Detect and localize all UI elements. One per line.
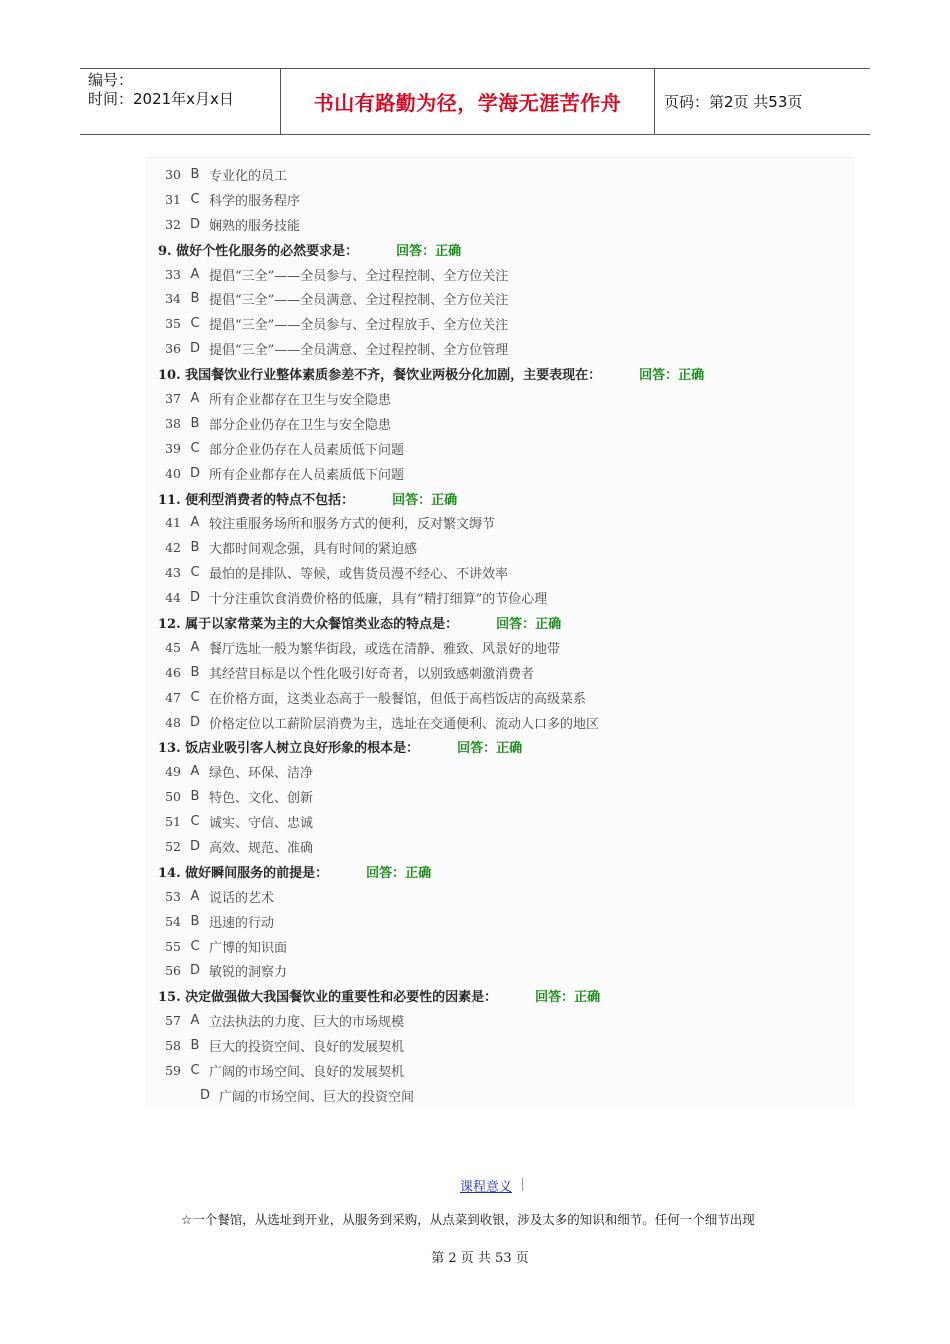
option-text: 最怕的是排队、等候，或售货员漫不经心、不讲效率: [209, 567, 509, 583]
option-row: [145, 1083, 855, 1108]
intro-paragraph: ☆一个餐馆，从选址到开业，从服务到采购，从点菜到收银，涉及太多的知识和细节。任何一个细节出现: [181, 1212, 755, 1227]
option-letter: C: [190, 938, 200, 954]
option-number: 57: [165, 1013, 181, 1029]
option-row: [145, 635, 855, 660]
quiz-panel: [145, 157, 855, 1110]
option-text: 提倡“三全”——全员满意、全过程控制、全方位关注: [209, 293, 509, 309]
option-row: [145, 934, 855, 959]
answer-status: 回答：正确: [496, 616, 562, 632]
option-number: 55: [165, 938, 181, 954]
option-text: 专业化的员工: [209, 168, 288, 184]
option-text: 其经营目标是以个性化吸引好奇者，以别致感刺激消费者: [209, 666, 535, 682]
option-letter: A: [190, 515, 200, 531]
question-text: 15. 决定做强做大我国餐饮业的重要性和必要性的因素是：: [158, 990, 498, 1006]
option-letter: B: [190, 664, 200, 680]
option-letter: B: [190, 415, 200, 431]
answer-status: 回答：正确: [392, 492, 458, 508]
option-letter: B: [190, 789, 200, 805]
option-letter: C: [190, 316, 200, 332]
answer-status: 回答：正确: [396, 243, 462, 259]
option-text: 迅速的行动: [209, 915, 275, 931]
document-header: [80, 68, 870, 135]
option-row: [145, 959, 855, 984]
option-text: 高效、规范、准确: [209, 840, 314, 856]
option-number: 48: [165, 714, 181, 730]
date-label: 时间：2021年x月x日: [88, 90, 234, 108]
question-text: 11. 便利型消费者的特点不包括：: [158, 492, 355, 508]
option-row: [145, 386, 855, 411]
option-text: 较注重服务场所和服务方式的便利，反对繁文缛节: [209, 517, 496, 533]
option-letter: D: [189, 465, 200, 481]
option-number: 56: [165, 963, 181, 979]
question-text: 13. 饭店业吸引客人树立良好形象的根本是：: [158, 741, 420, 757]
option-letter: C: [190, 440, 200, 456]
page-number-footer: 第 2 页 共 53 页: [431, 1251, 529, 1266]
option-row: [145, 884, 855, 909]
header-page-info: 页码：第2页 共53页: [664, 93, 803, 111]
option-row: [145, 162, 855, 187]
option-letter: A: [190, 639, 200, 655]
option-number: 59: [165, 1063, 181, 1078]
question-row: [145, 361, 855, 386]
question-row: [145, 734, 855, 759]
option-letter: D: [199, 1087, 210, 1103]
option-letter: D: [189, 216, 200, 232]
option-number: 53: [165, 888, 181, 904]
option-letter: C: [190, 1063, 200, 1078]
option-letter: B: [190, 291, 200, 307]
option-text: 广博的知识面: [209, 940, 288, 956]
option-letter: C: [190, 565, 200, 581]
option-row: [145, 187, 855, 212]
option-text: 在价格方面，这类业态高于一般餐馆，但低于高档饭店的高级菜系: [209, 691, 587, 707]
option-number: 49: [165, 764, 181, 780]
option-text: 娴熟的服务技能: [209, 218, 301, 234]
option-letter: A: [190, 266, 200, 282]
option-row: [145, 834, 855, 859]
option-row: [145, 311, 855, 336]
option-row: [145, 336, 855, 361]
option-number: 43: [165, 565, 181, 581]
option-text: 敏锐的洞察力: [209, 965, 288, 981]
question-row: [145, 983, 855, 1008]
option-text: 提倡“三全”——全员参与、全过程放手、全方位关注: [209, 318, 509, 334]
option-row: [145, 809, 855, 834]
option-row: [145, 262, 855, 287]
option-number: 38: [165, 415, 181, 431]
option-number: 46: [165, 664, 181, 680]
header-meta: [80, 69, 281, 134]
option-row: [145, 1058, 855, 1083]
option-text: 科学的服务程序: [209, 193, 301, 209]
option-row: [145, 461, 855, 486]
option-letter: A: [190, 764, 200, 780]
option-text: 价格定位以工薪阶层消费为主，选址在交通便利、流动人口多的地区: [209, 716, 600, 732]
option-number: 44: [165, 590, 181, 606]
option-row: [145, 685, 855, 710]
question-row: [145, 610, 855, 635]
question-row: [145, 237, 855, 262]
option-text: 说话的艺术: [209, 890, 275, 906]
question-text: 12. 属于以家常菜为主的大众餐馆类业态的特点是：: [158, 616, 459, 632]
option-row: [145, 510, 855, 535]
option-letter: C: [190, 191, 200, 207]
option-number: 32: [165, 216, 181, 232]
option-row: [145, 560, 855, 585]
option-number: 52: [165, 838, 181, 854]
option-letter: A: [190, 1013, 200, 1029]
question-text: 10. 我国餐饮业行业整体素质参差不齐，餐饮业两极分化加剧，主要表现在：: [158, 368, 602, 384]
option-number: 47: [165, 689, 181, 705]
serial-number-label: 编号：: [88, 71, 134, 89]
option-row: [145, 1033, 855, 1058]
option-number: 34: [165, 291, 181, 307]
option-row: [145, 784, 855, 809]
option-text: 提倡“三全”——全员满意、全过程控制、全方位管理: [209, 343, 509, 359]
option-text: 所有企业都存在卫生与安全隐患: [209, 392, 392, 408]
option-number: 37: [165, 390, 181, 406]
option-text: 餐厅选址一般为繁华街段，或选在清静、雅致、风景好的地带: [209, 641, 561, 657]
option-number: 35: [165, 316, 181, 332]
question-text: 14. 做好瞬间服务的前提是：: [158, 865, 329, 881]
header-motto: 书山有路勤为径，学海无涯苦作舟: [281, 69, 655, 134]
option-row: [145, 212, 855, 237]
option-number: 50: [165, 789, 181, 805]
option-letter: A: [190, 390, 200, 406]
option-text: 广阔的市场空间、良好的发展契机: [209, 1065, 405, 1080]
answer-status: 回答：正确: [457, 741, 523, 757]
option-text: 诚实、守信、忠诚: [209, 816, 314, 832]
option-letter: B: [190, 540, 200, 556]
option-text: 绿色、环保、洁净: [209, 766, 314, 782]
question-text: 9. 做好个性化服务的必然要求是：: [158, 243, 359, 259]
option-letter: D: [189, 714, 200, 730]
option-number: 36: [165, 341, 181, 357]
course-meaning-link[interactable]: 课程意义: [460, 1180, 513, 1195]
option-number: 31: [165, 191, 181, 207]
option-number: 42: [165, 540, 181, 556]
option-text: 部分企业仍存在人员素质低下问题: [209, 442, 405, 458]
option-letter: D: [189, 838, 200, 854]
option-row: [145, 1008, 855, 1033]
option-text: 所有企业都存在人员素质低下问题: [209, 467, 405, 483]
option-text: 特色、文化、创新: [209, 791, 314, 807]
option-number: 54: [165, 913, 181, 929]
option-number: 33: [165, 266, 181, 282]
option-number: 40: [165, 465, 181, 481]
option-text: 广阔的市场空间、巨大的投资空间: [219, 1089, 415, 1105]
option-row: [145, 585, 855, 610]
option-letter: B: [190, 913, 200, 929]
option-letter: C: [190, 814, 200, 830]
option-row: [145, 710, 855, 735]
option-row: [145, 436, 855, 461]
option-letter: D: [189, 590, 200, 606]
option-row: [145, 411, 855, 436]
option-letter: B: [190, 166, 200, 182]
answer-status: 回答：正确: [639, 368, 705, 384]
option-number: 51: [165, 814, 181, 830]
option-text: 部分企业仍存在卫生与安全隐患: [209, 417, 392, 433]
option-letter: A: [190, 888, 200, 904]
answer-status: 回答：正确: [535, 990, 601, 1006]
option-row: [145, 286, 855, 311]
option-row: [145, 535, 855, 560]
option-number: 41: [165, 515, 181, 531]
option-number: 45: [165, 639, 181, 655]
option-text: 提倡“三全”——全员参与、全过程控制、全方位关注: [209, 268, 509, 284]
option-letter: B: [190, 1038, 200, 1054]
option-number: 39: [165, 440, 181, 456]
option-letter: C: [190, 689, 200, 705]
option-number: 30: [165, 166, 181, 182]
option-text: 巨大的投资空间、良好的发展契机: [209, 1040, 405, 1056]
link-separator: [522, 1178, 523, 1191]
option-row: [145, 660, 855, 685]
question-row: [145, 859, 855, 884]
option-text: 大都时间观念强，具有时间的紧迫感: [209, 542, 418, 558]
answer-status: 回答：正确: [366, 865, 432, 881]
option-row: [145, 759, 855, 784]
question-row: [145, 486, 855, 511]
option-text: 十分注重饮食消费价格的低廉，具有“精打细算”的节俭心理: [209, 592, 548, 608]
option-text: 立法执法的力度、巨大的市场规模: [209, 1015, 405, 1031]
option-letter: D: [189, 341, 200, 357]
option-row: [145, 909, 855, 934]
quiz-rows: [145, 162, 855, 1108]
option-number: 58: [165, 1038, 181, 1054]
option-letter: D: [189, 963, 200, 979]
